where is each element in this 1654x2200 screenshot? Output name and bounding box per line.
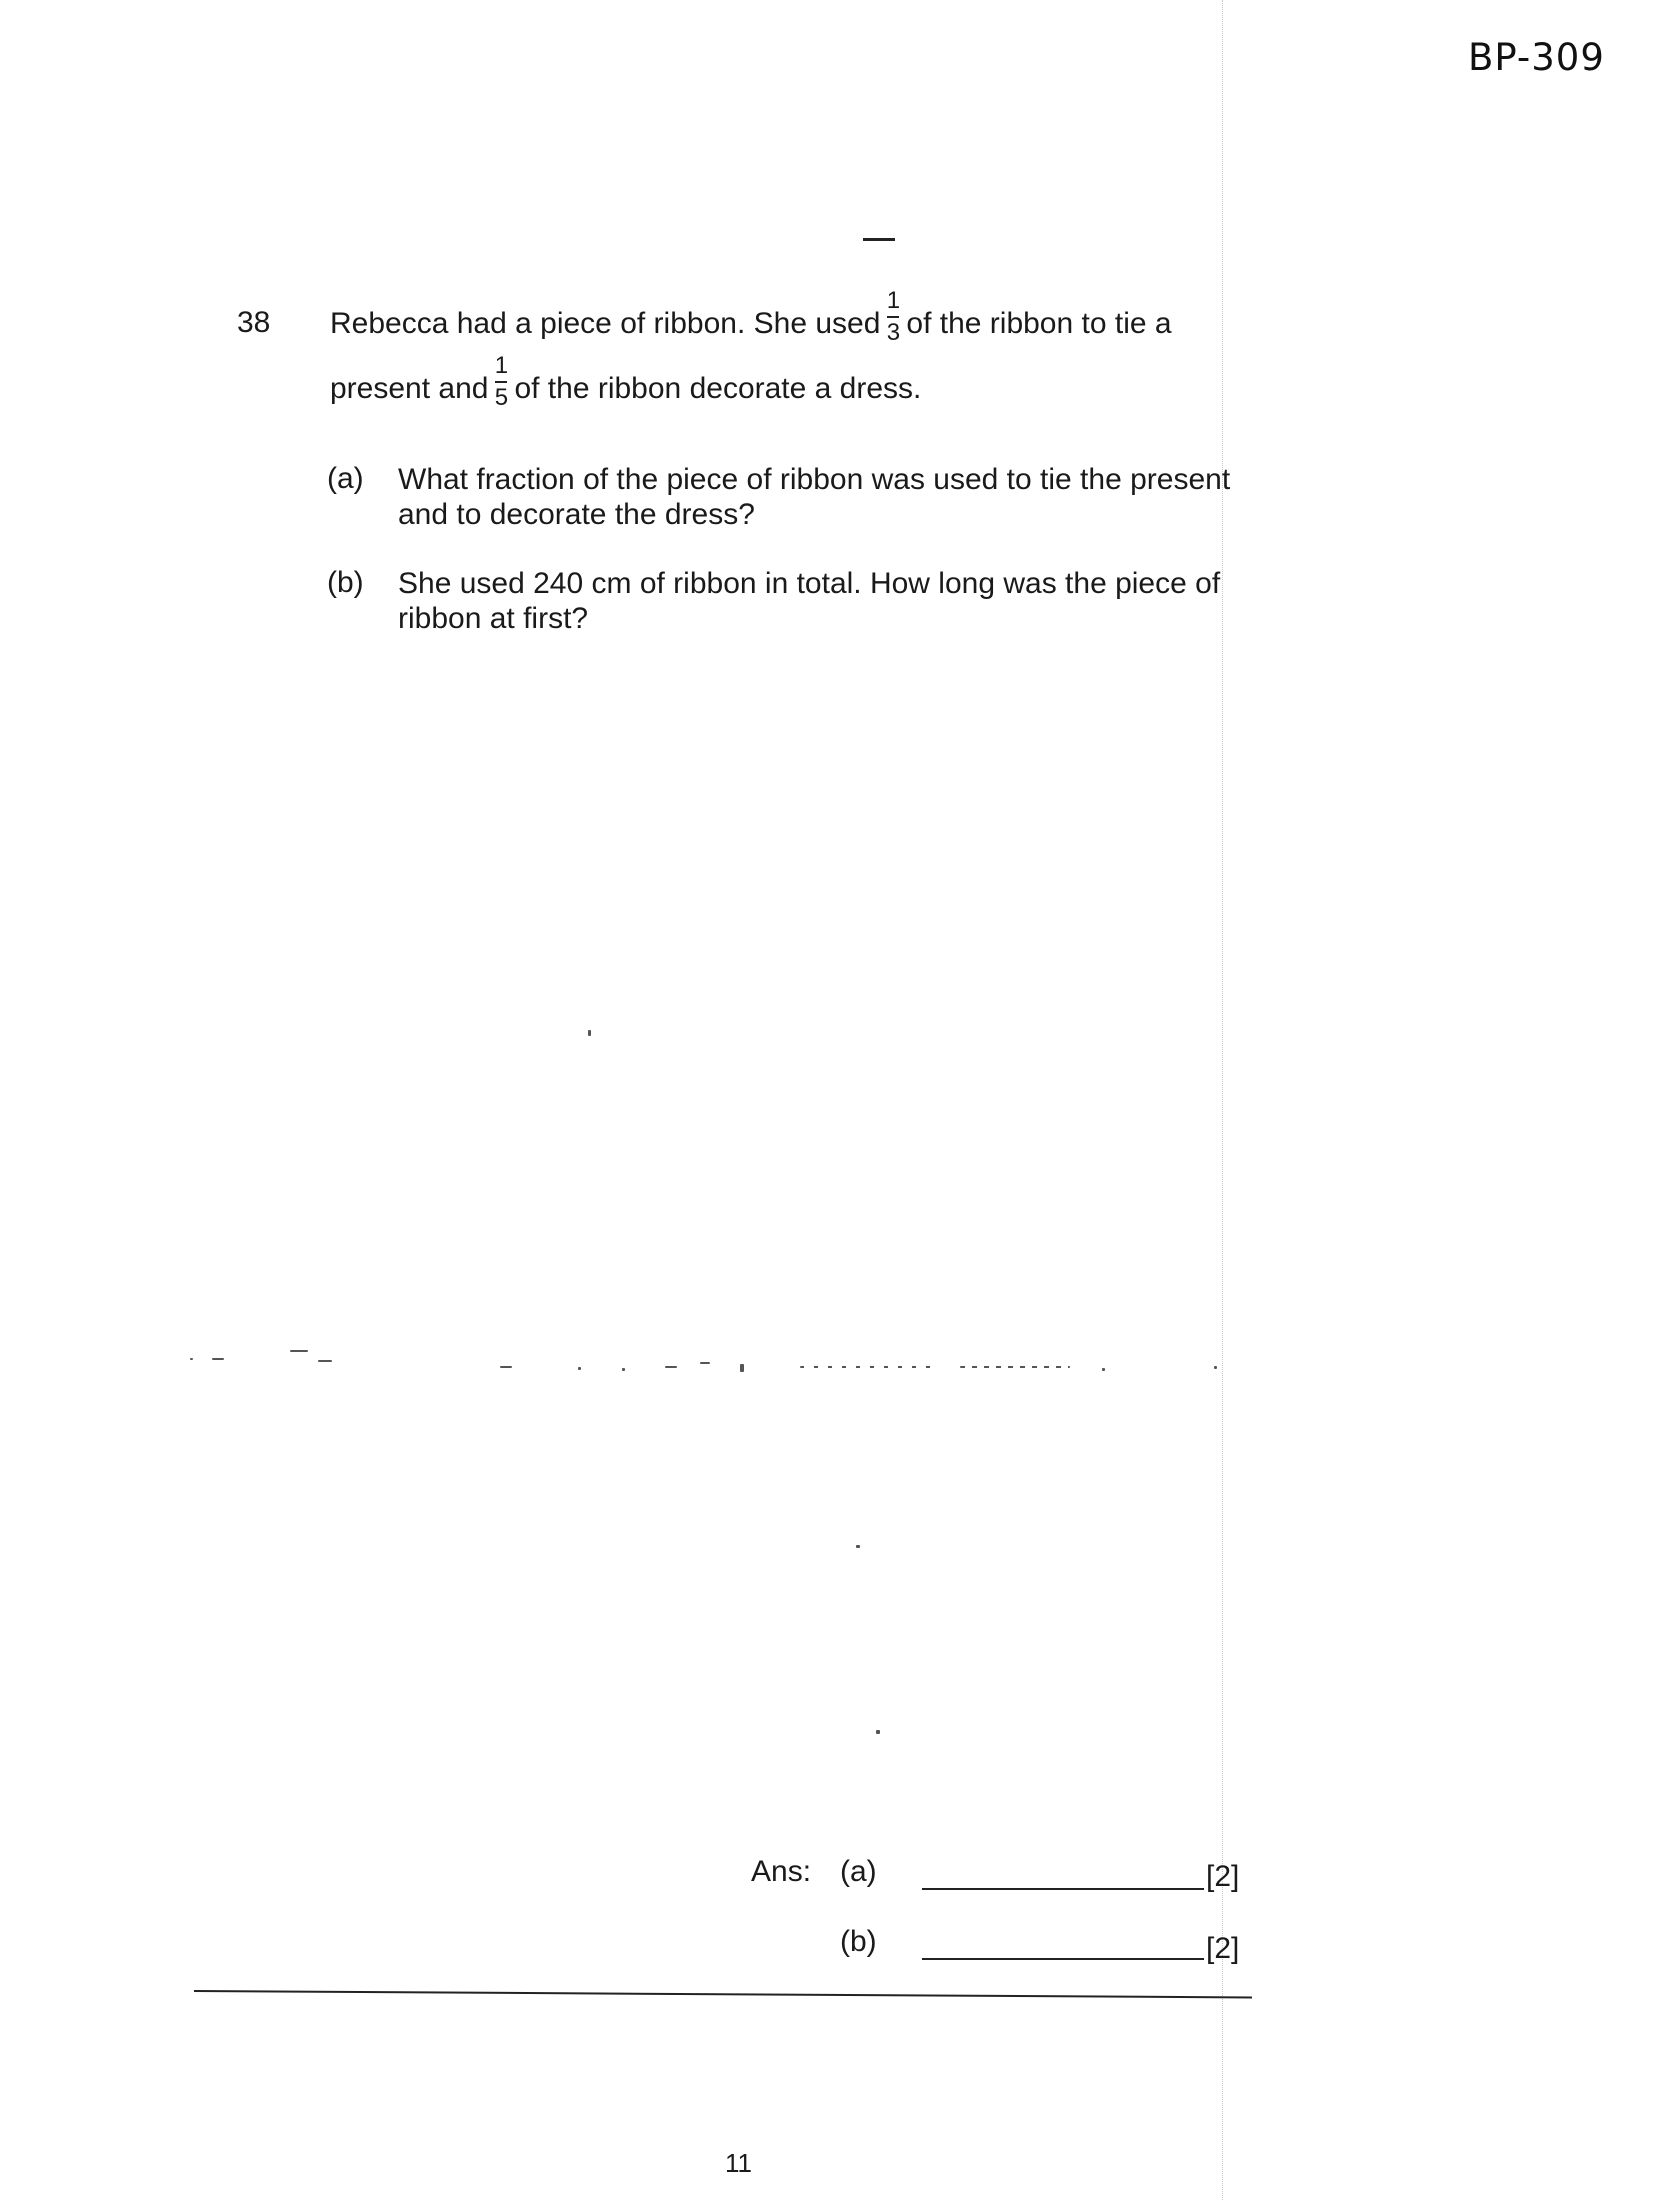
answer-b-marks: [2] bbox=[1206, 1932, 1240, 1965]
fraction-one-third-denominator: 3 bbox=[886, 319, 901, 346]
answer-a-line bbox=[922, 1888, 1204, 1890]
stem-line1-after: of the ribbon to tie a bbox=[906, 306, 1172, 340]
answer-a-label: (a) bbox=[840, 1855, 877, 1888]
answer-b-label: (b) bbox=[840, 1925, 877, 1958]
answer-b-line bbox=[922, 1958, 1204, 1960]
part-a-label: (a) bbox=[327, 462, 364, 495]
answer-label: Ans: bbox=[751, 1855, 812, 1888]
stem-line1-before: Rebecca had a piece of ribbon. She used bbox=[330, 306, 881, 340]
page-number: 11 bbox=[725, 2148, 752, 2178]
stem-line2-before: present and bbox=[330, 371, 489, 405]
part-a-text: What fraction of the piece of ribbon was used to tie the present and to decorate the dress? bbox=[398, 463, 1231, 531]
fraction-one-third-numerator: 1 bbox=[886, 287, 901, 314]
fraction-one-fifth-denominator: 5 bbox=[494, 384, 509, 411]
fraction-one-fifth-numerator: 1 bbox=[494, 352, 509, 379]
paper-code: BP-309 bbox=[1468, 36, 1605, 79]
stem-line2-after: of the ribbon decorate a dress. bbox=[514, 371, 922, 405]
question-number: 38 bbox=[237, 306, 271, 339]
part-b-label: (b) bbox=[327, 566, 364, 599]
part-b-text: She used 240 cm of ribbon in total. How long was the piece of ribbon at first? bbox=[398, 567, 1221, 635]
answer-a-marks: [2] bbox=[1206, 1860, 1240, 1893]
